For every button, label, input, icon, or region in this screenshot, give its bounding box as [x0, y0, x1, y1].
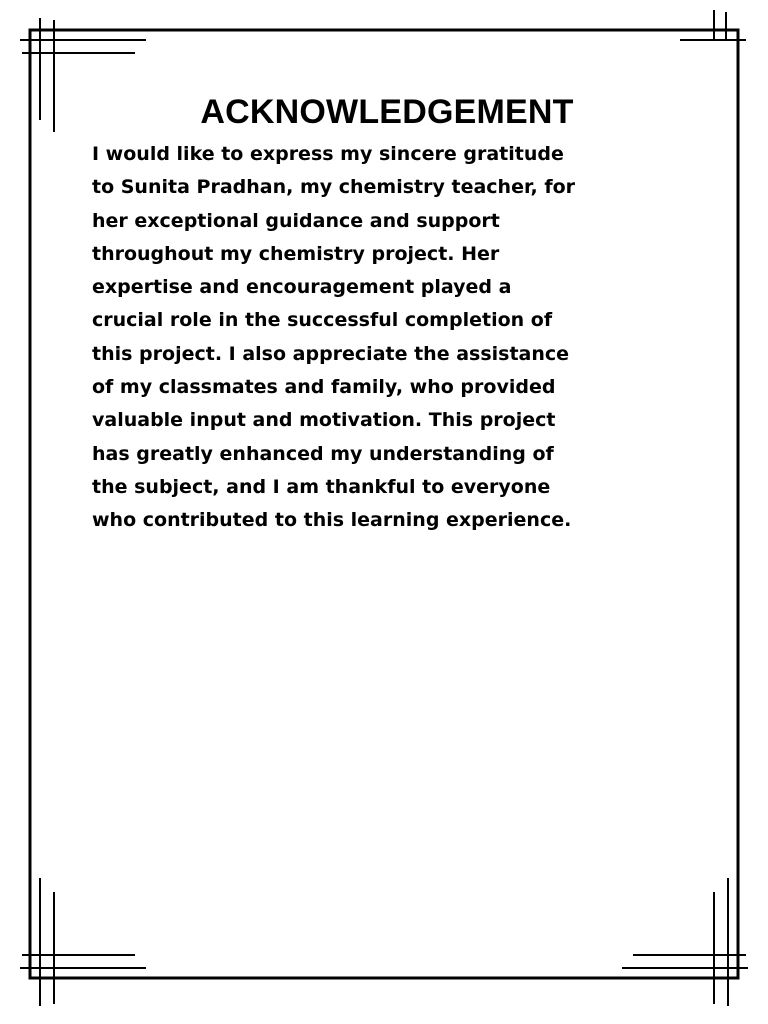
paragraph-line: this project. I also appreciate the assistance	[92, 342, 570, 365]
paragraph-line: who contributed to this learning experience.	[92, 509, 572, 532]
paragraph-line: to Sunita Pradhan, my chemistry teacher, for	[92, 176, 576, 199]
paragraph-line: has greatly enhanced my understanding of	[92, 442, 554, 465]
paragraph-line: I would like to express my sincere gratitude	[92, 143, 564, 165]
page-title: ACKNOWLEDGEMENT	[200, 93, 574, 131]
paragraph-line: throughout my chemistry project. Her	[92, 242, 500, 265]
paragraph-line: expertise and encouragement played a	[92, 276, 512, 299]
paragraph-line: her exceptional guidance and support	[92, 209, 500, 232]
acknowledgement-paragraph	[92, 138, 682, 538]
paragraph-line: crucial role in the successful completion of	[92, 309, 553, 332]
paragraph-line: valuable input and motivation. This project	[92, 409, 556, 432]
paragraph-line: of my classmates and family, who provided	[92, 376, 556, 399]
document-content	[92, 90, 682, 538]
paragraph-line: the subject, and I am thankful to everyone	[92, 475, 551, 498]
